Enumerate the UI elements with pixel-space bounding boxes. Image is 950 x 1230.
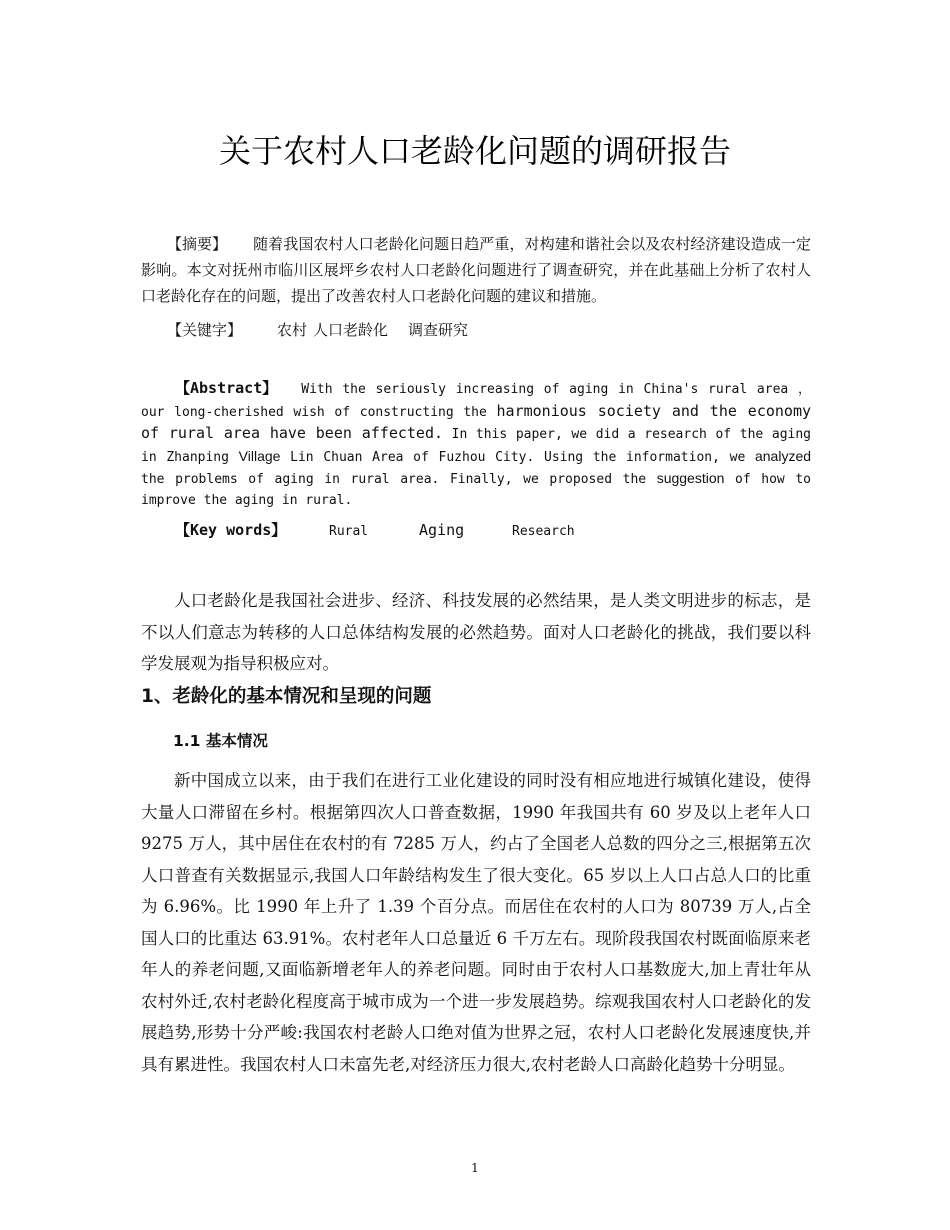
english-keyword: Research — [512, 524, 575, 539]
chinese-abstract — [141, 231, 811, 309]
subsection-heading: 1.1 基本情况 — [173, 732, 268, 750]
chinese-abstract-label: 【摘要】 — [167, 235, 228, 253]
chinese-abstract-text: 随着我国农村人口老龄化问题日趋严重，对构建和谐社会以及农村经济建设造成一定影响。本文对抚州市临川区展坪乡农村人口老龄化问题进行了调查研究，并在此基础上分析了农村人口老龄化存在的问题，提出了改善农村人口老龄化问题的建议和措施。 — [141, 235, 811, 305]
english-abstract — [141, 378, 811, 511]
english-abstract-text: suggestion — [656, 470, 725, 486]
english-abstract-text: Village — [238, 447, 281, 464]
chinese-keywords-label: 【关键字】 — [167, 321, 243, 339]
section-heading: 1、老龄化的基本情况和呈现的问题 — [141, 686, 432, 707]
intro-paragraph: 人口老龄化是我国社会进步、经济、科技发展的必然结果，是人类文明进步的标志，是不以人们意志为转移的人口总体结构发展的必然趋势。面对人口老龄化的挑战，我们要以科学发展观为指导积极应对。 — [141, 591, 811, 673]
chinese-keyword: 调查研究 — [408, 321, 469, 339]
english-abstract-text: In this paper, we did a research of the aging in Zhanping — [141, 427, 811, 465]
english-abstract-text: of how to improve the aging in rural. — [141, 472, 811, 508]
body-paragraph: 新中国成立以来，由于我们在进行工业化建设的同时没有相应地进行城镇化建设，使得大量人口滞留在乡村。根据第四次人口普查数据，1990 年我国共有 60 岁及以上老年人口 9275 万人，其中居住在农村的有 7285 万人，约占了全国老人总数的四分之三,根据第五次人口普查有关数据显示,我国人口年龄结构发生了很大变化。65 岁以上人口占总人口的比重为 6.96%。比 1990 年上升了 1.39 个百分点。而居住在农村的人口为 80739 万人,占全国人口的比重达 63.91%。农村老年人口总量近 6 千万左右。现阶段我国农村既面临原来老年人的养老问题,又面临新增老年人的养老问题。同时由于农村人口基数庞大,加上青壮年从农村外迁,农村老龄化程度高于城市成为一个进一步发展趋势。综观我国农村人口老龄化的发展趋势,形势十分严峻:我国农村老龄人口绝对值为世界之冠，农村人口老龄化发展速度快,并具有累进性。我国农村人口未富先老,对经济压力很大,农村老龄人口高龄化趋势十分明显。 — [141, 771, 811, 1074]
english-abstract-label: 【Abstract】 — [175, 379, 278, 397]
english-abstract-text: harmonious society and the economy of rural area have been affected. — [141, 401, 812, 442]
english-keywords-label: 【Key words】 — [175, 521, 287, 539]
page-title: 关于农村人口老龄化问题的调研报告 — [218, 132, 731, 170]
page-number: 1 — [471, 1161, 479, 1175]
english-abstract-text: the problems of aging in rural area. Finally, we proposed the — [141, 472, 647, 487]
chinese-keyword: 人口老龄化 — [313, 321, 389, 339]
chinese-keywords — [167, 318, 807, 342]
english-abstract-text: Lin Chuan Area of Fuzhou City. Using the information, we — [290, 449, 746, 465]
english-keyword: Aging — [419, 521, 465, 539]
english-abstract-text: With the seriously increasing of aging in China's rural area ，our long-cherished wish of constructing the — [141, 382, 811, 420]
english-keywords — [175, 519, 815, 543]
chinese-keyword: 农村 — [277, 321, 308, 339]
english-abstract-text: analyzed — [754, 447, 812, 464]
english-keyword: Rural — [329, 524, 369, 539]
